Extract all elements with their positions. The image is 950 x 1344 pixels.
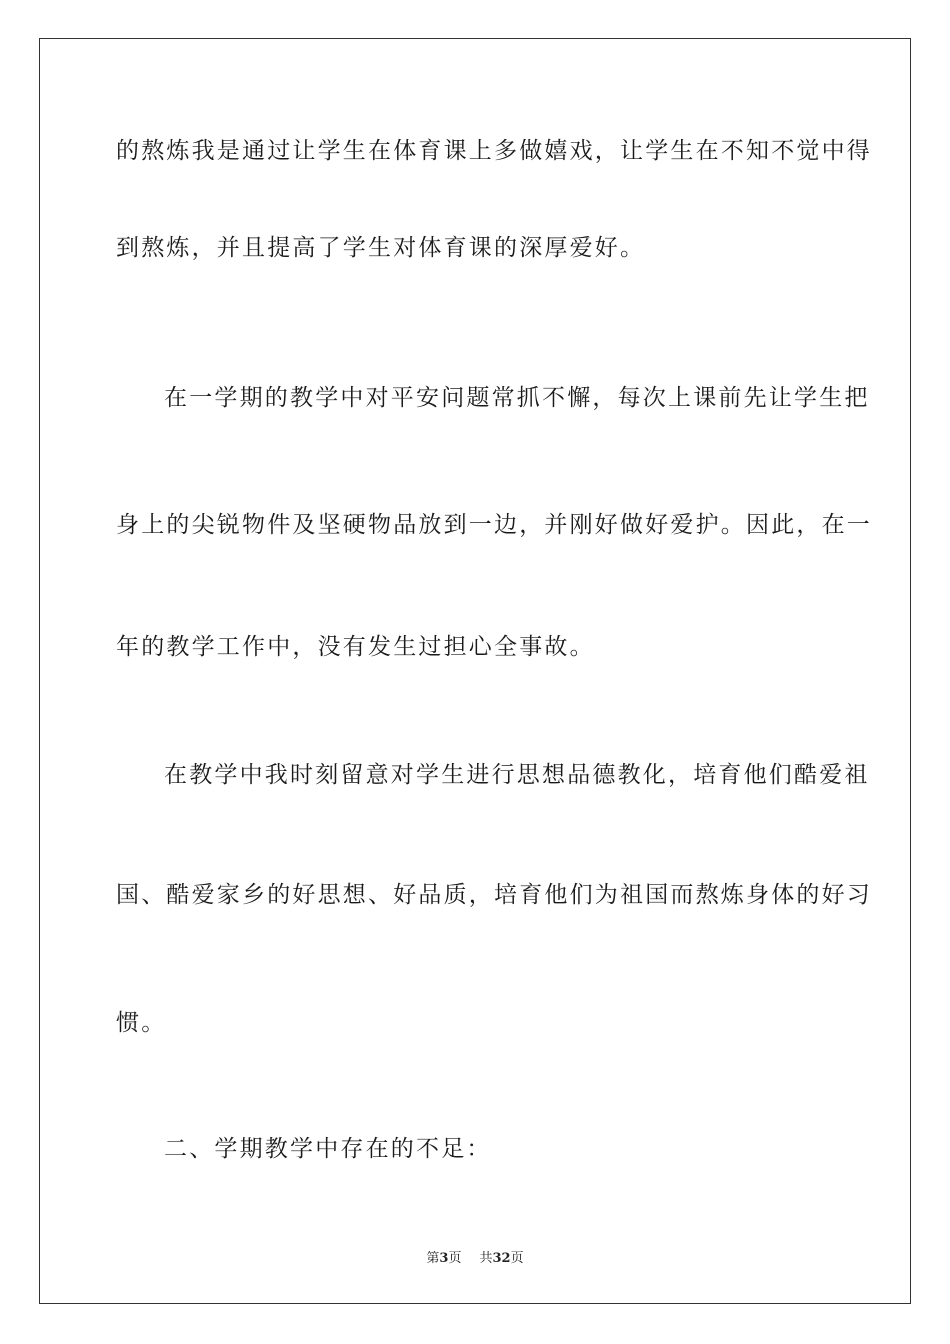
text-line-4: 身上的尖锐物件及坚硬物品放到一边，并刚好做好爱护。因此，在一 — [116, 512, 872, 538]
text-line-5: 年的教学工作中，没有发生过担心全事故。 — [116, 634, 595, 660]
footer-page-current: 3 — [439, 1251, 449, 1266]
footer-total-unit: 页 — [510, 1251, 524, 1266]
text-line-2: 到熬炼，并且提高了学生对体育课的深厚爱好。 — [116, 235, 646, 261]
footer-page-prefix: 第 — [426, 1251, 440, 1266]
text-line-8: 惯。 — [116, 1010, 167, 1036]
text-line-9: 二、学期教学中存在的不足： — [164, 1136, 492, 1162]
footer-page-unit: 页 — [448, 1251, 462, 1266]
text-line-3: 在一学期的教学中对平安问题常抓不懈，每次上课前先让学生把 — [164, 385, 870, 411]
footer-total-prefix: 共 — [479, 1251, 493, 1266]
text-line-7: 国、酷爱家乡的好思想、好品质，培育他们为祖国而熬炼身体的好习 — [116, 882, 872, 908]
page-border — [39, 38, 911, 1304]
text-line-6: 在教学中我时刻留意对学生进行思想品德教化，培育他们酷爱祖 — [164, 762, 870, 788]
footer-page-total: 32 — [492, 1251, 511, 1266]
page-footer — [0, 1247, 950, 1266]
text-line-1: 的熬炼我是通过让学生在体育课上多做嬉戏，让学生在不知不觉中得 — [116, 138, 872, 164]
